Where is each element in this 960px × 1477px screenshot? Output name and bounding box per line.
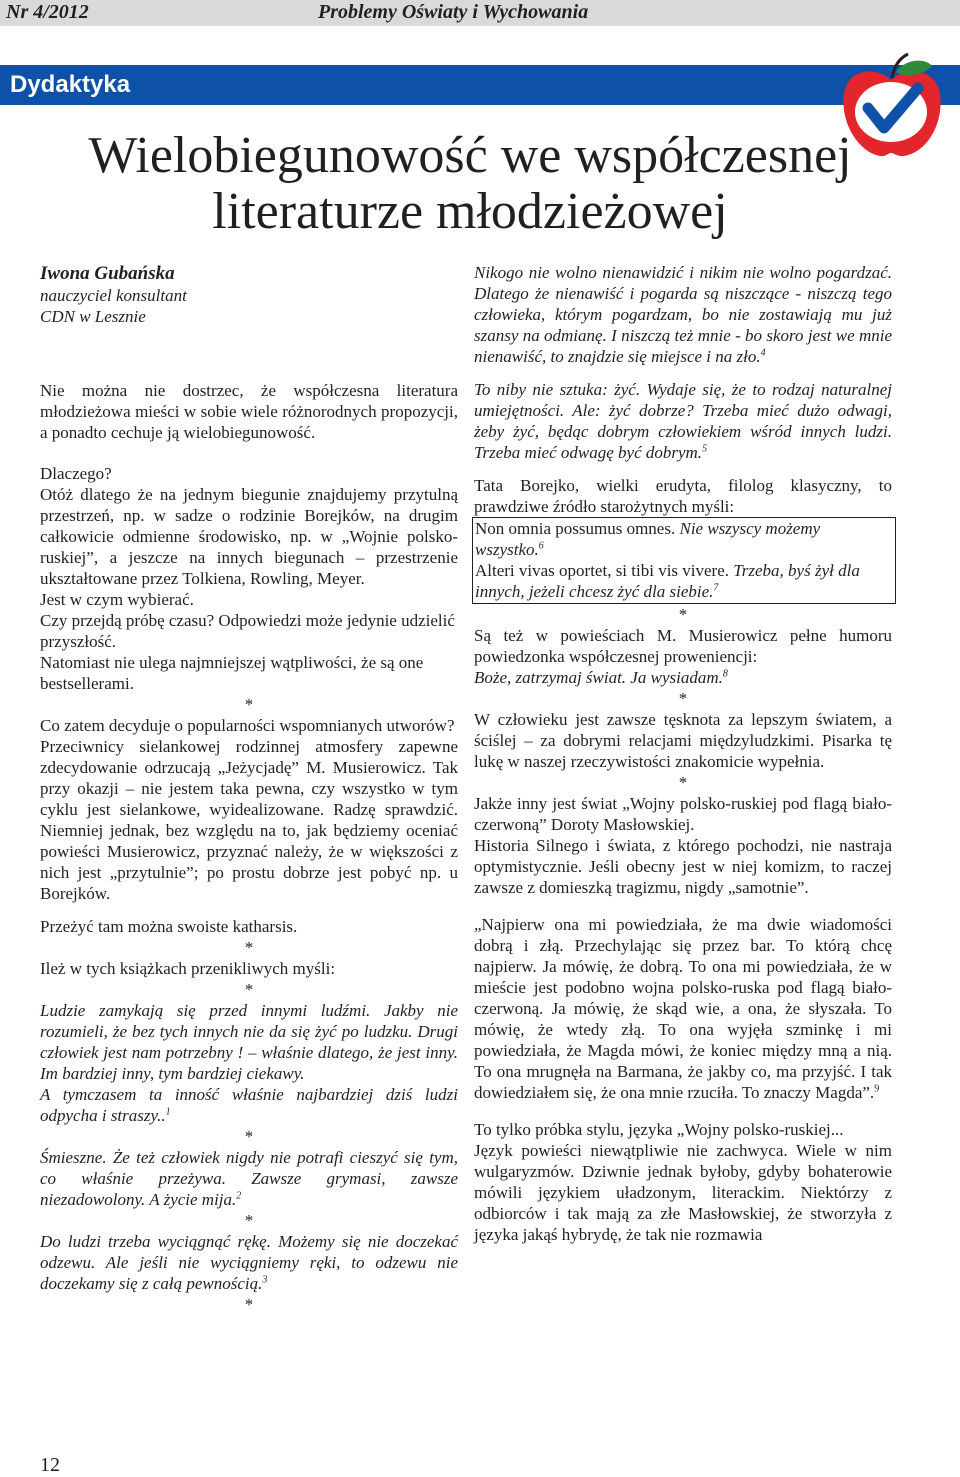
quote-text: Śmieszne. Że też człowiek nigdy nie potrafi cieszyć się tym, co właśnie przeżywa. Zawsze grymasi, zawsze niezadowolony. A życie mija. [40,1148,458,1209]
paragraph: To tylko próbka stylu, języka „Wojny polsko-ruskiej... [474,1120,844,1139]
separator-star: * [244,1211,254,1230]
paragraph-why: Dlaczego? [40,464,112,483]
page-number: 12 [40,1454,60,1476]
quote-text: Boże, zatrzymaj świat. Ja wysiadam. [474,668,723,687]
paragraph: Co zatem decyduje o popularności wspomnianych utworów? [40,716,455,735]
paragraph: Tata Borejko, wielki erudyta, filolog klasyczny, to prawdziwe źródło starożytnych myśli: [474,476,892,516]
quote-text: Nikogo nie wolno nienawidzić i nikim nie wolno pogardzać. Dlatego że nienawiść i pogarda są niszczące - niszczą tego człowieka, którym pogardzam, bo nie zostawiają mu już szansy na odmianę. I niszczą też mnie - bo skoro jest we mnie nienawiść, to znajdzie się miejsce i na zło. [474,263,892,366]
footnote-ref: 8 [722,668,728,680]
footnote-ref: 5 [702,443,708,455]
running-header [0,0,960,26]
paragraph: Przeżyć tam można swoiste katharsis. [40,917,298,936]
footnote-ref: 2 [236,1190,242,1202]
paragraph: Są też w powieściach M. Musierowicz pełne humoru powiedzonka współczesnej proweniencji: [474,626,892,666]
latin-quote: Non omnia possumus omnes. [475,519,676,538]
separator-star: * [678,689,688,708]
quote [474,667,892,688]
title-line-1: Wielobiegunowość we współczesnej [88,127,852,184]
separator-star: * [244,938,254,957]
paragraph: Język powieści niewątpliwie nie zachwyca. Wiele w nim wulgaryzmów. Dziwnie jednak byłoby, gdyby bohaterowie mówili językiem uładzonym, literackim. Niektórzy z odbiorców i tak mają za złe Masłowskiej, że stworzyła z języka jakąś hybrydę, że tak nie rozmawia [474,1141,892,1244]
paragraph: Jest w czym wybierać. [40,590,194,609]
quote-text: A tymczasem ta inność właśnie najbardziej dziś ludzi odpycha i straszy.. [40,1085,458,1125]
quote-text: „Najpierw ona mi powiedziała, że ma dwie wiadomości dobrą i złą. Przechylając się przez bar. To którą chcę najpierw. Ja mówię, że dobrą. To ona mi powiedziała, że w mieście jest podobno wojna polsko-ruska pod flagą biało-czerwoną. Ja mówię, że skąd wie, a ona, że słyszała. To mówię, że wtedy złą. To ona wyjęła szminkę i mi powiedziała, że Magda mówi, że koniec między mną a nią. To ona mrugnęła na Barmana, że jakby co, ma przyjść. I tak dowiedziałem się, że ona mnie rzuciła. To znaczy Magda”. [474,915,892,1102]
paragraph: Natomiast nie ulega najmniejszej wątpliwości, że są one bestsellerami. [40,653,424,693]
footnote-ref: 6 [538,540,544,552]
author-org: CDN w Lesznie [40,307,146,326]
paragraph: Jakże inny jest świat „Wojny polsko-ruskiej pod flagą biało-czerwoną” Doroty Masłowskiej. [474,794,892,834]
footnote-ref: 9 [874,1083,880,1095]
quote [40,1231,458,1294]
quote [474,914,892,1103]
journal-title: Problemy Oświaty i Wychowania [318,1,589,23]
paragraph: Ileż w tych książkach przenikliwych myśli: [40,959,336,978]
left-column [40,262,458,1315]
issue-number: Nr 4/2012 [6,1,89,23]
separator-star: * [678,605,688,624]
quote: Ludzie zamykają się przed innymi ludźmi. Jakby nie rozumieli, że bez tych innych nie da się żyć po ludzku. Drugi człowiek jest nam potrzebny ! – właśnie dlatego, że jest inny. Im bardziej inny, tym bardziej ciekawy. [40,1001,458,1083]
author-name: Iwona Gubańska [40,263,175,284]
separator-star: * [244,980,254,999]
paragraph: Otóż dlatego że na jednym biegunie znajdujemy przytulną przestrzeń, np. w sadze o rodzinie Borejków, na drugim całkowicie odmienne środowisko, np. w „Wojnie polsko-ruskiej”, a jeszcze na innych biegunach – przestrzenie ukształtowane przez Tolkiena, Rowling, Meyer. [40,485,458,588]
separator-star: * [244,695,254,714]
author-role: nauczyciel konsultant [40,286,187,305]
section-label: Dydaktyka [10,71,131,98]
quote [474,262,892,367]
translation: Nie wszyscy możemy wszystko. [475,519,821,559]
quote [40,1147,458,1210]
section-band [0,65,960,105]
paragraph: Przeciwnicy sielankowej rodzinnej atmosfery zapewne zdecydowanie odrzucają „Jeżycjadę” M. Musierowicz. Tak przy okazji – nie jestem taka pewna, czy wszystko w tym cyklu jest sielankowe, wyidealizowane. Radzę sprawdzić. Niemniej jednak, bez względu na to, jak będziemy oceniać powieści Musierowicz, przyznać należy, że w większości z nich jest „przytulnie”; po prostu dobrze jest pobyć np. u Borejków. [40,737,458,903]
title-line-2: literaturze młodzieżowej [212,183,728,240]
quote [474,379,892,463]
paragraph: W człowieku jest zawsze tęsknota za lepszym światem, a ściślej – za dobrymi relacjami międzyludzkimi. Pisarka tę lukę w naszej rzeczywistości znakomicie wypełnia. [474,710,892,771]
footnote-ref: 3 [262,1274,268,1286]
footnote-ref: 1 [165,1106,171,1118]
latin-quote: Alteri vivas oportet, si tibi vis vivere. [475,561,730,580]
quote-text: To niby nie sztuka: żyć. Wydaje się, że to rodzaj naturalnej umiejętności. Ale: żyć dobrze? Trzeba mieć dużo odwagi, żeby żyć, będąc dobrym człowiekiem wśród innych ludzi. Trzeba mieć odwagę być dobrym. [474,380,892,462]
paragraph: Historia Silnego i świata, z którego pochodzi, nie nastraja optymistycznie. Jeśli obecny jest w niej komizm, to raczej zawsze z domieszką tragizmu, nigdy „samotnie”. [474,836,892,897]
footnote-ref: 4 [760,347,766,359]
footnote-ref: 7 [713,582,719,594]
intro-paragraph: Nie można nie dostrzec, że współczesna literatura młodzieżowa mieści w sobie wiele różnorodnych propozycji, a ponadto cechuje ją wielobiegunowość. [40,381,458,442]
article-title [20,128,920,240]
separator-star: * [244,1127,254,1146]
translation: Trzeba, byś żył dla innych, jeżeli chcesz żyć dla siebie. [475,561,860,601]
separator-star: * [678,773,688,792]
quote-text: Do ludzi trzeba wyciągnąć rękę. Możemy się nie doczekać odzewu. Ale jeśli nie wyciągniemy ręki, to odzewu nie doczekamy się z całą pewnością. [40,1232,458,1293]
quote [40,1084,458,1126]
right-column [474,262,892,1245]
latin-quotes-box [472,517,896,604]
paragraph: Czy przejdą próbę czasu? Odpowiedzi może jedynie udzielić przyszłość. [40,611,455,651]
separator-star: * [244,1295,254,1314]
